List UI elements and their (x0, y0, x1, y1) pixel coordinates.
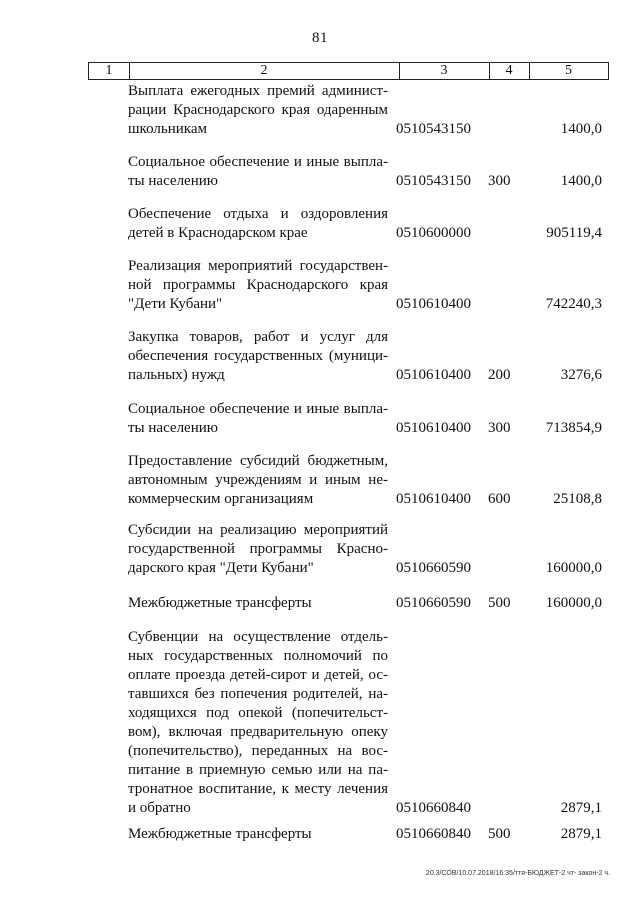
row-description (128, 594, 388, 613)
row-target-code: 0510660590 (396, 595, 471, 611)
row-expense-type: 200 (488, 367, 511, 383)
description-line: ной программы Краснодарского края (128, 277, 388, 293)
row-description (128, 825, 388, 844)
header-col-4: 4 (505, 63, 513, 78)
description-line: ты населению (128, 420, 218, 436)
row-amount: 160000,0 (545, 595, 602, 611)
row-target-code: 0510543150 (396, 121, 471, 137)
row-target-code: 0510660840 (396, 800, 471, 816)
row-description (128, 452, 388, 509)
row-target-code: 0510610400 (396, 420, 471, 436)
row-description (128, 82, 388, 139)
description-line: тронатное воспитание, к месту лечения (128, 781, 388, 797)
row-description (128, 153, 388, 191)
row-expense-type: 300 (488, 420, 511, 436)
row-amount: 905119,4 (546, 225, 602, 241)
row-amount: 2879,1 (560, 800, 602, 816)
header-col-2: 2 (260, 63, 268, 78)
description-line: Закупка товаров, работ и услуг для (128, 329, 388, 345)
description-line: Выплата ежегодных премий админист- (128, 83, 388, 99)
description-line: государственной программы Красно- (128, 541, 388, 557)
row-amount: 713854,9 (545, 420, 602, 436)
row-description (128, 521, 388, 578)
table-header-row (88, 62, 609, 80)
row-target-code: 0510660840 (396, 826, 471, 842)
description-line: рации Краснодарского края одаренным (128, 102, 388, 118)
row-expense-type: 500 (488, 826, 511, 842)
description-line: детей в Краснодарском крае (128, 225, 308, 241)
document-footer-stamp: 20.3/СОВ/10.07.2018/16:35/ття-БЮДЖЕТ-2 чт- закон-2 ч. (425, 870, 610, 877)
row-amount: 1400,0 (560, 121, 602, 137)
header-col-1: 1 (105, 63, 113, 78)
description-line: школьникам (128, 121, 207, 137)
description-line: Социальное обеспечение и иные выпла- (128, 401, 388, 417)
description-line: Межбюджетные трансферты (128, 595, 312, 611)
description-line: ных государственных полномочий по (128, 648, 388, 664)
row-description (128, 400, 388, 438)
description-line: (попечительство), переданных на вос- (128, 743, 388, 759)
description-line: ты населению (128, 173, 218, 189)
row-description (128, 205, 388, 243)
description-line: "Дети Кубани" (128, 296, 223, 312)
row-description (128, 257, 388, 314)
description-line: Социальное обеспечение и иные выпла- (128, 154, 388, 170)
description-line: коммерческим организациям (128, 491, 314, 507)
description-line: обеспечения государственных (муници- (128, 348, 388, 364)
row-expense-type: 500 (488, 595, 511, 611)
description-line: дарского края "Дети Кубани" (128, 560, 314, 576)
description-line: и обратно (128, 800, 191, 816)
description-line: питание в приемную семью или на па- (128, 762, 388, 778)
row-amount: 1400,0 (560, 173, 602, 189)
page-number: 81 (312, 30, 328, 46)
row-target-code: 0510610400 (396, 367, 471, 383)
row-target-code: 0510543150 (396, 173, 471, 189)
description-line: ходящихся под опекой (попечительст- (128, 705, 388, 721)
row-amount: 3276,6 (560, 367, 602, 383)
description-line: Межбюджетные трансферты (128, 826, 312, 842)
description-line: пальных) нужд (128, 367, 225, 383)
description-line: Предоставление субсидий бюджетным, (128, 453, 388, 469)
row-target-code: 0510660590 (396, 560, 471, 576)
description-line: тавшихся без попечения родителей, на- (128, 686, 388, 702)
description-line: Обеспечение отдыха и оздоровления (128, 206, 388, 222)
row-description (128, 628, 388, 818)
row-target-code: 0510610400 (396, 491, 471, 507)
row-amount: 742240,3 (545, 296, 602, 312)
description-line: автономным учреждениям и иным не- (128, 472, 388, 488)
row-amount: 160000,0 (545, 560, 602, 576)
description-line: вом), включая предварительную опеку (128, 724, 388, 740)
description-line: Субсидии на реализацию мероприятий (128, 522, 388, 538)
description-line: Реализация мероприятий государствен- (128, 258, 388, 274)
row-description (128, 328, 388, 385)
header-col-3: 3 (440, 63, 448, 78)
row-target-code: 0510610400 (396, 296, 471, 312)
description-line: оплате проезда детей-сирот и детей, ос- (128, 667, 388, 683)
header-col-5: 5 (565, 63, 572, 78)
row-amount: 2879,1 (560, 826, 602, 842)
row-expense-type: 300 (488, 173, 511, 189)
row-target-code: 0510600000 (396, 225, 471, 241)
row-amount: 25108,8 (553, 491, 602, 507)
description-line: Субвенции на осуществление отдель- (128, 629, 388, 645)
row-expense-type: 600 (488, 491, 511, 507)
